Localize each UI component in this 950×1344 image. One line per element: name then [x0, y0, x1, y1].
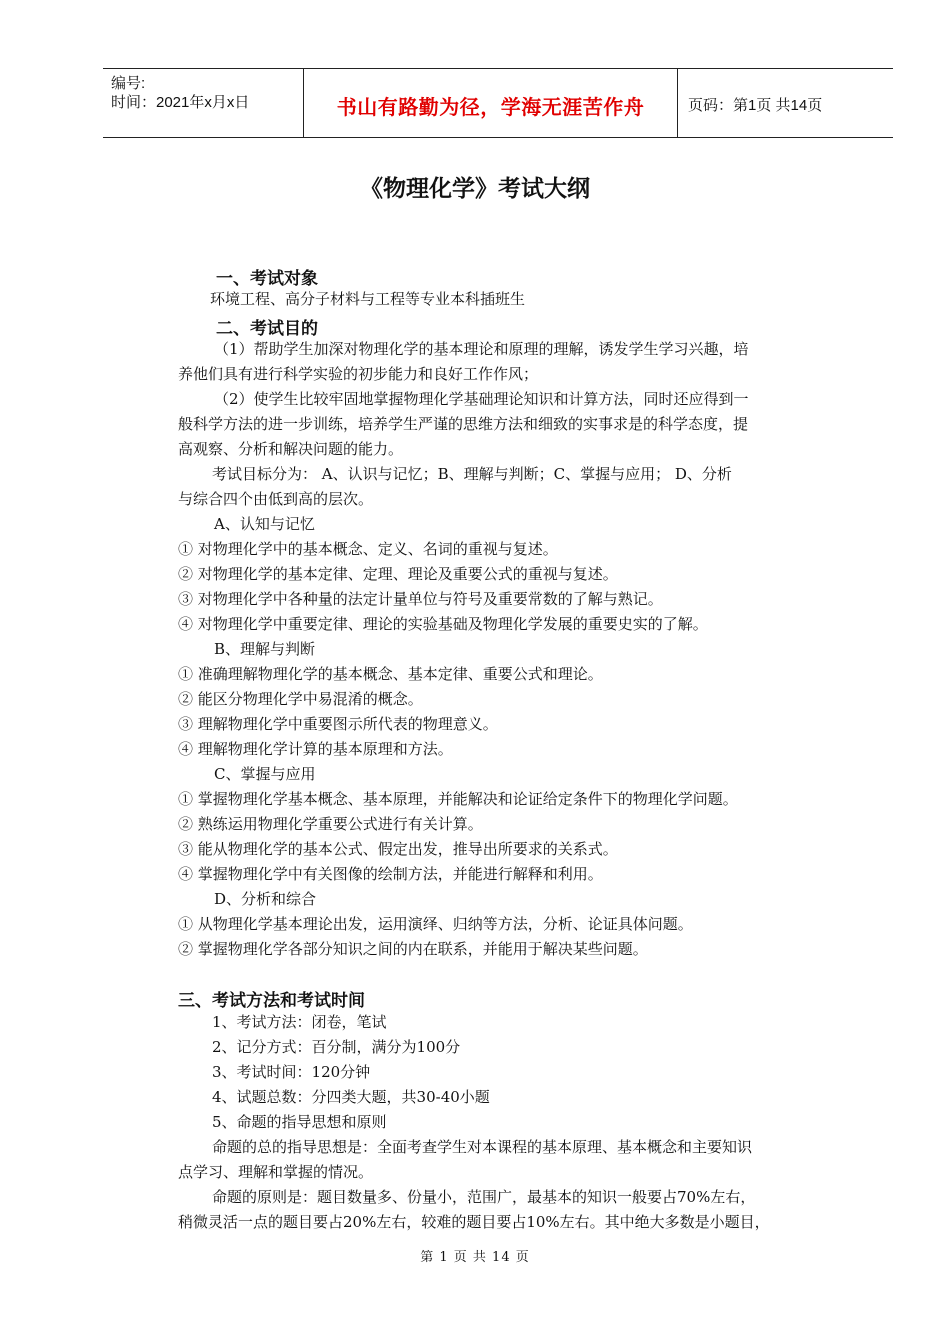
- paragraph-line: 般科学方法的进一步训练，培养学生严谨的思维方法和细致的实事求是的科学态度，提: [178, 415, 749, 433]
- header-page-cell: [678, 69, 893, 137]
- section-heading-purpose: 二、考试目的: [216, 319, 318, 339]
- paragraph-line: 考试目标分为： A、认识与记忆；B、理解与判断；C、掌握与应用； D、分析: [212, 465, 732, 483]
- paragraph-line: 点学习、理解和掌握的情况。: [178, 1163, 374, 1181]
- section-heading-method: 三、考试方法和考试时间: [178, 991, 365, 1011]
- list-item: ② 熟练运用物理化学重要公式进行有关计算。: [178, 815, 483, 833]
- header-motto-cell: [304, 69, 678, 137]
- list-item: ④ 对物理化学中重要定律、理论的实验基础及物理化学发展的重要史实的了解。: [178, 615, 708, 633]
- page-number-label: 页码：第1页 共14页: [688, 97, 823, 114]
- paragraph-line: （1）帮助学生加深对物理化学的基本理论和原理的理解，诱发学生学习兴趣，培: [214, 340, 749, 358]
- paragraph-line: 高观察、分析和解决问题的能力。: [178, 440, 404, 458]
- list-item: ① 从物理化学基本理论出发，运用演绎、归纳等方法，分析、论证具体问题。: [178, 915, 693, 933]
- list-item: 5、命题的指导思想和原则: [212, 1113, 387, 1131]
- paragraph-line: 命题的总的指导思想是：全面考查学生对本课程的基本原理、基本概念和主要知识: [212, 1138, 753, 1156]
- paragraph-line: 与综合四个由低到高的层次。: [178, 490, 374, 508]
- header-table: [103, 68, 893, 138]
- list-item: 3、考试时间：120分钟: [212, 1063, 371, 1081]
- list-item: ③ 理解物理化学中重要图示所代表的物理意义。: [178, 715, 498, 733]
- paragraph-line: 稍微灵活一点的题目要占20%左右，较难的题目要占10%左右。其中绝大多数是小题目，: [178, 1213, 770, 1231]
- group-label-d: D、分析和综合: [214, 890, 317, 908]
- list-item: ③ 对物理化学中各种量的法定计量单位与符号及重要常数的了解与熟记。: [178, 590, 663, 608]
- document-title: 《物理化学》考试大纲: [360, 176, 590, 202]
- page-footer: 第 1 页 共 14 页: [420, 1250, 530, 1265]
- group-label-b: B、理解与判断: [214, 640, 316, 658]
- list-item: ① 掌握物理化学基本概念、基本原理，并能解决和论证给定条件下的物理化学问题。: [178, 790, 738, 808]
- date-label: 时间：2021年x月x日: [111, 94, 250, 111]
- list-item: 2、记分方式：百分制，满分为100分: [212, 1038, 461, 1056]
- list-item: 1、考试方法：闭卷，笔试: [212, 1013, 387, 1031]
- section-heading-target: 一、考试对象: [216, 269, 318, 289]
- list-item: ④ 理解物理化学计算的基本原理和方法。: [178, 740, 453, 758]
- list-item: ④ 掌握物理化学中有关图像的绘制方法，并能进行解释和利用。: [178, 865, 603, 883]
- list-item: ① 对物理化学中的基本概念、定义、名词的重视与复述。: [178, 540, 558, 558]
- paragraph-line: （2）使学生比较牢固地掌握物理化学基础理论知识和计算方法，同时还应得到一: [214, 390, 749, 408]
- list-item: ② 能区分物理化学中易混淆的概念。: [178, 690, 423, 708]
- paragraph-line: 命题的原则是：题目数量多、份量小，范围广，最基本的知识一般要占70%左右，: [212, 1188, 756, 1206]
- list-item: ② 对物理化学的基本定律、定理、理论及重要公式的重视与复述。: [178, 565, 618, 583]
- paragraph-line: 养他们具有进行科学实验的初步能力和良好工作作风；: [178, 365, 539, 383]
- list-item: ③ 能从物理化学的基本公式、假定出发，推导出所要求的关系式。: [178, 840, 618, 858]
- group-label-c: C、掌握与应用: [214, 765, 316, 783]
- list-item: ② 掌握物理化学各部分知识之间的内在联系，并能用于解决某些问题。: [178, 940, 648, 958]
- group-label-a: A、认知与记忆: [214, 515, 315, 533]
- list-item: 4、试题总数：分四类大题，共30-40小题: [212, 1088, 490, 1106]
- number-label: 编号:: [111, 75, 146, 92]
- motto: 书山有路勤为径，学海无涯苦作舟: [336, 95, 645, 119]
- section-text-target: 环境工程、高分子材料与工程等专业本科插班生: [210, 290, 526, 308]
- list-item: ① 准确理解物理化学的基本概念、基本定律、重要公式和理论。: [178, 665, 603, 683]
- header-info-cell: [103, 69, 304, 137]
